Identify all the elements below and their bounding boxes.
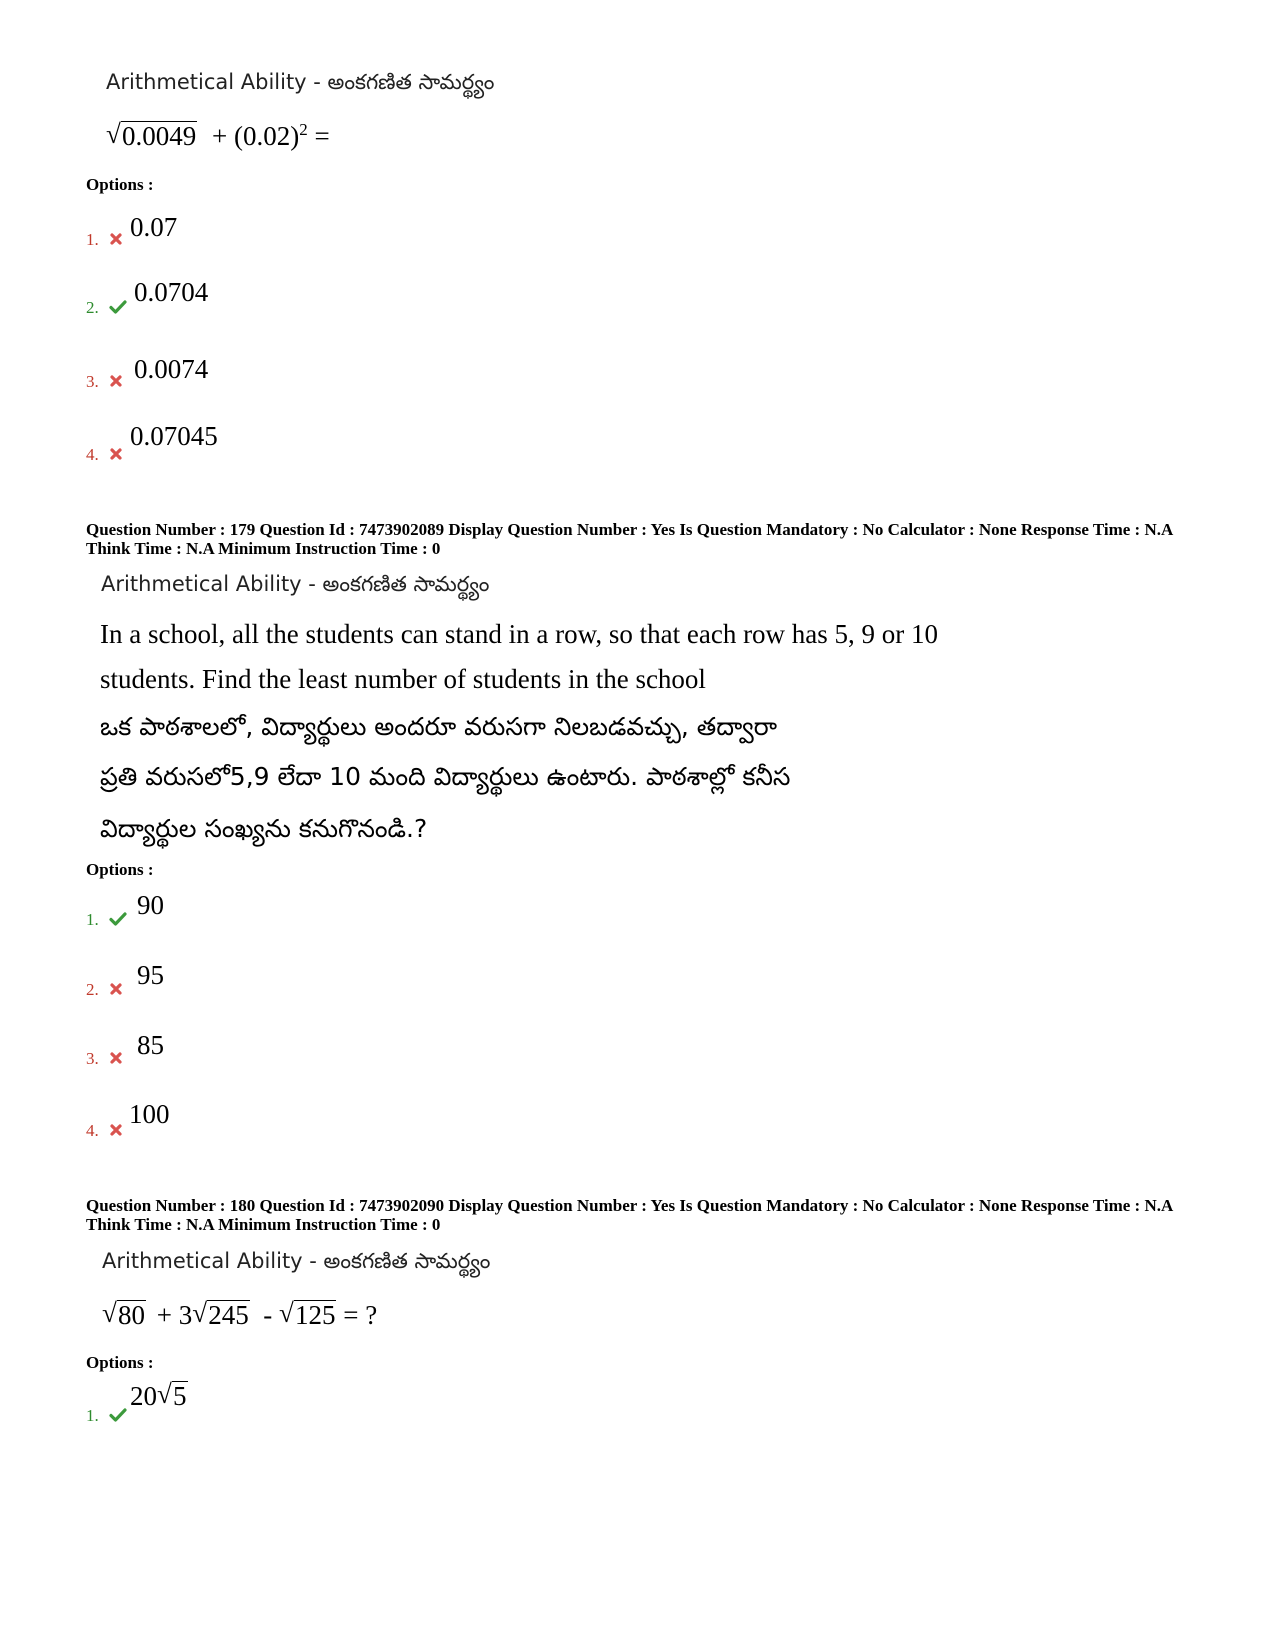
options-heading: Options : (86, 1353, 154, 1372)
question-meta: Question Number : 180 Question Id : 7473902090 Display Question Number : Yes Is Question Mandatory : No Calculator : None Response Time : N.A Think Time : N.A Minimum Instruction Time : 0 (86, 1196, 1173, 1234)
question-text: students. Find the least number of students in the school (100, 664, 706, 694)
subject-label: Arithmetical Ability - అంకగణిత సామర్థ్యం (101, 572, 490, 596)
question-text-telugu: ప్రతి వరుసలో5,9 లేదా 10 మంది విద్యార్థులు ఉంటారు. పాఠశాల్లో కనీస (100, 762, 791, 791)
option-value: 90 (137, 890, 164, 920)
wrong-icon (109, 1051, 123, 1065)
wrong-icon (109, 1123, 123, 1137)
wrong-icon (109, 374, 123, 388)
option-number: 1. (86, 1406, 99, 1425)
option-number: 2. (86, 298, 99, 317)
question-meta: Question Number : 179 Question Id : 7473902089 Display Question Number : Yes Is Question Mandatory : No Calculator : None Response Time : N.A Think Time : N.A Minimum Instruction Time : 0 (86, 520, 1173, 558)
option-value: 0.0074 (134, 354, 209, 384)
option-number: 3. (86, 372, 99, 391)
option-number: 4. (86, 1121, 99, 1140)
option-row (86, 980, 123, 1000)
option-row (86, 445, 123, 465)
options-heading: Options : (86, 860, 154, 879)
option-row (86, 1121, 123, 1141)
option-row (86, 372, 123, 392)
option-value: 0.07 (130, 212, 178, 242)
option-number: 4. (86, 445, 99, 464)
option-value: 0.07045 (130, 421, 218, 451)
options-heading: Options : (86, 175, 154, 194)
question-text-telugu: ఒక పాఠశాలలో, విద్యార్థులు అందరూ వరుసగా నిలబడవచ్చు, తద్వారా (100, 712, 778, 741)
option-row (86, 1406, 127, 1426)
option-number: 1. (86, 910, 99, 929)
square-root: √ 0.0049 (106, 119, 197, 151)
option-number: 3. (86, 1049, 99, 1068)
subject-label: Arithmetical Ability - అంకగణిత సామర్థ్యం (106, 70, 495, 94)
option-row (86, 298, 127, 318)
option-value: 20 √ 5 (130, 1379, 187, 1411)
wrong-icon (109, 232, 123, 246)
question-text-telugu: విద్యార్థుల సంఖ్యను కనుగొనండి.? (100, 814, 428, 843)
wrong-icon (109, 447, 123, 461)
square-root: √ 125 (278, 1298, 336, 1330)
option-row (86, 910, 127, 930)
question-expression: √ $0.0049 + (0.02)^2$ = (106, 119, 330, 151)
square-root: √ 5 (157, 1379, 187, 1411)
option-row (86, 1049, 123, 1069)
correct-icon (109, 912, 127, 926)
question-expression: √ 80 + 3 √ 245 - √ 125 = ? (102, 1298, 378, 1330)
square-root: √ 245 (192, 1298, 249, 1330)
question-text: In a school, all the students can stand in a row, so that each row has 5, 9 or 10 (100, 619, 939, 649)
option-value: 95 (137, 960, 164, 990)
option-number: 1. (86, 230, 99, 249)
wrong-icon (109, 982, 123, 996)
correct-icon (109, 300, 127, 314)
option-value: 0.0704 (134, 277, 209, 307)
option-value: 85 (137, 1030, 164, 1060)
option-number: 2. (86, 980, 99, 999)
subject-label: Arithmetical Ability - అంకగణిత సామర్థ్యం (102, 1249, 491, 1273)
option-row (86, 230, 123, 250)
correct-icon (109, 1408, 127, 1422)
option-value: 100 (129, 1099, 170, 1129)
square-root: √ 80 (102, 1298, 145, 1330)
